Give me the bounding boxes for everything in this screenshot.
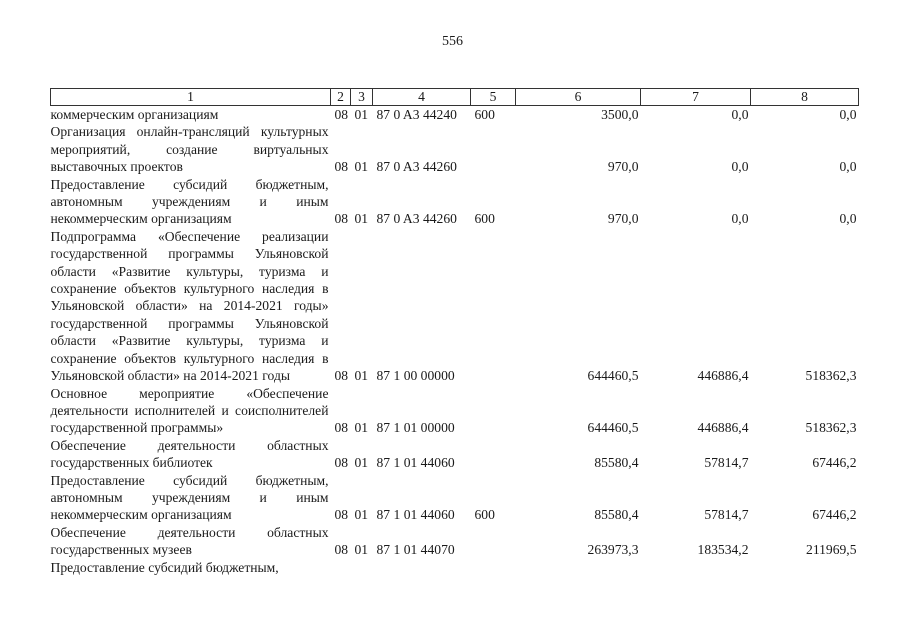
- row-name: коммерческим организациям: [50, 107, 219, 122]
- row-name: Подпрограмма «Обеспечение реализации государственной программы Ульяновской области «Развитие культуры, туризма и сохранение объектов культурного наследия в Ульяновской области» на 2014-2021 годы» государственной программы Ульяновской области «Развитие культуры, туризма и сохранение объектов культурного наследия в Ульяновской области» на 2014-2021 годы: [50, 228, 329, 384]
- row-target-article: 87 1 01 44060: [376, 455, 455, 471]
- row-amount-year-3: 518362,3: [805, 368, 857, 384]
- row-expense-type: 600: [474, 211, 495, 227]
- row-amount-year-2: 446886,4: [697, 368, 749, 384]
- row-subsection: 01: [354, 368, 369, 384]
- row-amount-year-2: [641, 559, 751, 576]
- table-row: [51, 123, 859, 175]
- row-expense-type: [471, 437, 516, 472]
- row-section: 08: [334, 211, 349, 227]
- row-subsection: 01: [354, 107, 369, 122]
- row-amount-year-2: 0,0: [731, 211, 749, 227]
- header-col-8: 8: [751, 89, 859, 106]
- header-col-5: 5: [471, 89, 516, 106]
- row-expense-type: [471, 228, 516, 385]
- row-name: Предоставление субсидий бюджетным,: [50, 559, 279, 575]
- table-row: [51, 385, 859, 437]
- table-row: [51, 228, 859, 385]
- table-body: [51, 106, 859, 576]
- row-name: Основное мероприятие «Обеспечение деятельности исполнителей и соисполнителей государственной программы»: [50, 385, 329, 436]
- row-name: Обеспечение деятельности областных государственных библиотек: [50, 437, 329, 471]
- row-section: 08: [334, 542, 349, 558]
- row-section: 08: [334, 507, 349, 523]
- row-target-article: [373, 559, 471, 576]
- row-amount-year-1: 263973,3: [587, 542, 639, 558]
- row-amount-year-3: 0,0: [839, 211, 857, 227]
- row-amount-year-1: 3500,0: [601, 107, 639, 122]
- table-row: [51, 559, 859, 576]
- table-row: [51, 176, 859, 228]
- row-subsection: 01: [354, 159, 369, 175]
- table-row: [51, 524, 859, 559]
- row-target-article: 87 1 00 00000: [376, 368, 455, 384]
- row-expense-type: [471, 385, 516, 437]
- table-row: [51, 437, 859, 472]
- page-number: 556: [442, 34, 463, 49]
- header-col-4: 4: [373, 89, 471, 106]
- row-expense-type: 600: [474, 507, 495, 523]
- row-amount-year-1: 85580,4: [594, 507, 639, 523]
- row-amount-year-3: 518362,3: [805, 420, 857, 436]
- row-amount-year-1: 970,0: [607, 211, 639, 227]
- row-expense-type: [471, 524, 516, 559]
- row-amount-year-1: [516, 559, 641, 576]
- header-col-3: 3: [351, 89, 373, 106]
- row-subsection: 01: [354, 420, 369, 436]
- row-target-article: 87 0 A3 44240: [376, 107, 457, 122]
- row-target-article: 87 1 01 00000: [376, 420, 455, 436]
- row-subsection: 01: [354, 211, 369, 227]
- row-expense-type: [471, 559, 516, 576]
- row-section: 08: [334, 455, 349, 471]
- table-row: [51, 472, 859, 524]
- header-col-1: 1: [51, 89, 331, 106]
- row-subsection: [351, 559, 373, 576]
- row-name: Организация онлайн-трансляций культурных мероприятий, создание виртуальных выставочных проектов: [50, 124, 329, 175]
- row-amount-year-2: 0,0: [731, 159, 749, 175]
- row-target-article: 87 0 A3 44260: [376, 159, 457, 175]
- row-name: Предоставление субсидий бюджетным, автономным учреждениям и иным некоммерческим организациям: [50, 176, 329, 227]
- row-amount-year-3: 67446,2: [812, 507, 857, 523]
- row-subsection: 01: [354, 542, 369, 558]
- header-col-6: 6: [516, 89, 641, 106]
- row-target-article: 87 1 01 44060: [376, 507, 455, 523]
- row-name: Обеспечение деятельности областных государственных музеев: [50, 524, 329, 558]
- row-section: 08: [334, 159, 349, 175]
- row-expense-type: [471, 123, 516, 175]
- row-section: 08: [334, 420, 349, 436]
- row-amount-year-3: 0,0: [839, 107, 857, 122]
- row-amount-year-3: 0,0: [839, 159, 857, 175]
- row-amount-year-2: 446886,4: [697, 420, 749, 436]
- header-col-2: 2: [331, 89, 351, 106]
- row-amount-year-2: 57814,7: [704, 507, 749, 523]
- row-name: Предоставление субсидий бюджетным, автономным учреждениям и иным некоммерческим организациям: [50, 472, 329, 523]
- row-amount-year-1: 644460,5: [587, 368, 639, 384]
- row-section: 08: [334, 107, 349, 122]
- row-amount-year-1: 644460,5: [587, 420, 639, 436]
- header-col-7: 7: [641, 89, 751, 106]
- row-amount-year-2: 0,0: [731, 107, 749, 122]
- row-amount-year-2: 57814,7: [704, 455, 749, 471]
- header-row: [51, 89, 859, 106]
- row-subsection: 01: [354, 455, 369, 471]
- row-amount-year-2: 183534,2: [697, 542, 749, 558]
- row-subsection: 01: [354, 507, 369, 523]
- budget-table: [50, 88, 859, 576]
- row-amount-year-3: 211969,5: [806, 542, 857, 558]
- row-amount-year-3: 67446,2: [812, 455, 857, 471]
- table-header: [51, 89, 859, 106]
- row-amount-year-3: [751, 559, 859, 576]
- row-target-article: 87 0 A3 44260: [376, 211, 457, 227]
- row-section: 08: [334, 368, 349, 384]
- row-amount-year-1: 970,0: [607, 159, 639, 175]
- row-expense-type: 600: [474, 107, 495, 122]
- row-section: [331, 559, 351, 576]
- row-target-article: 87 1 01 44070: [376, 542, 455, 558]
- row-amount-year-1: 85580,4: [594, 455, 639, 471]
- table-row: [51, 106, 859, 124]
